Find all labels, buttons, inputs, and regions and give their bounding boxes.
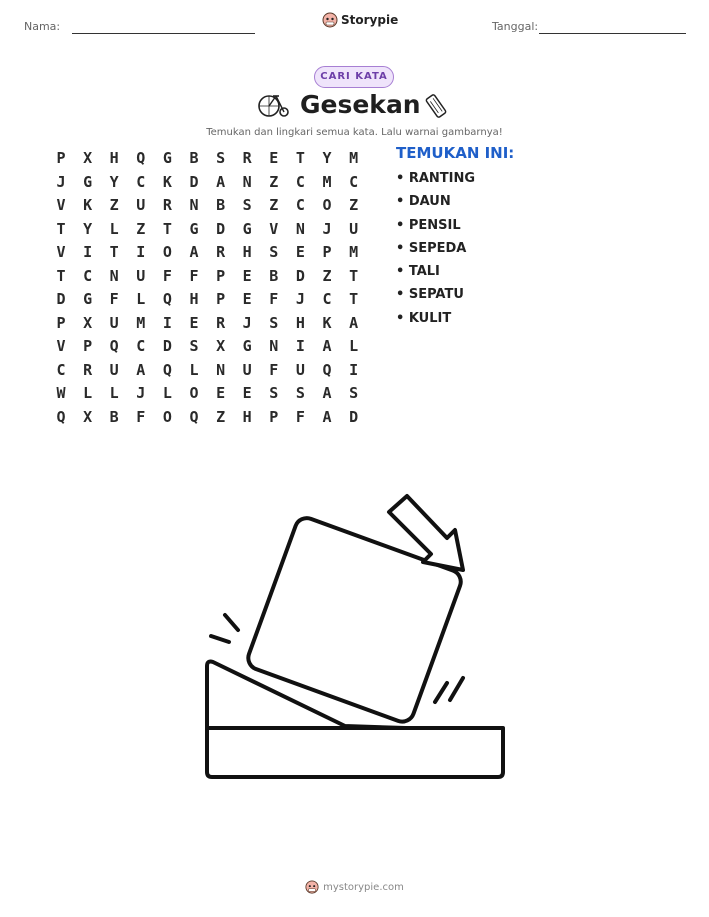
footer-site: mystorypie.com (323, 881, 404, 893)
grid-cell[interactable]: A (349, 313, 359, 332)
grid-cell[interactable]: J (295, 290, 305, 308)
grid-cell[interactable]: D (189, 172, 199, 191)
grid-cell[interactable]: Q (162, 360, 172, 379)
grid-cell[interactable]: E (295, 243, 305, 261)
grid-cell[interactable]: I (349, 360, 359, 379)
footer (0, 880, 709, 894)
grid-cell[interactable]: E (269, 149, 279, 167)
grid-cell[interactable]: L (136, 290, 146, 308)
grid-cell[interactable]: P (83, 337, 93, 355)
grid-cell[interactable]: B (216, 196, 226, 214)
grid-cell[interactable]: B (269, 266, 279, 285)
grid-cell[interactable]: Z (269, 196, 279, 214)
brand-name: Storypie (341, 13, 399, 27)
grid-cell[interactable]: S (189, 337, 199, 355)
grid-cell[interactable]: N (216, 360, 226, 379)
grid-cell[interactable]: P (216, 290, 226, 308)
grid-cell[interactable]: S (216, 149, 226, 167)
grid-cell[interactable]: M (349, 243, 359, 261)
grid-cell[interactable]: N (109, 266, 119, 285)
grid-cell[interactable]: T (56, 219, 66, 238)
grid-cell[interactable]: D (349, 407, 359, 426)
grid-cell[interactable]: C (295, 196, 305, 214)
grid-cell[interactable]: L (349, 337, 359, 355)
grid-cell[interactable]: G (242, 337, 252, 355)
grid-cell[interactable]: T (349, 266, 359, 285)
grid-cell[interactable]: M (136, 313, 146, 332)
grid-cell[interactable]: G (242, 219, 252, 238)
grid-cell[interactable]: F (269, 290, 279, 308)
grid-cell[interactable]: X (83, 407, 93, 426)
grid-cell[interactable]: A (189, 243, 199, 261)
grid-cell[interactable]: P (269, 407, 279, 426)
grid-cell[interactable]: B (189, 149, 199, 167)
grid-cell[interactable]: U (136, 266, 146, 285)
grid-cell[interactable]: S (295, 384, 305, 402)
grid-cell[interactable]: R (242, 149, 252, 167)
instruction-text: Temukan dan lingkari semua kata. Lalu warnai gambarnya! (206, 127, 503, 138)
list-item: • SEPATU (396, 287, 464, 303)
grid-cell[interactable]: F (295, 407, 305, 426)
grid-cell[interactable]: K (83, 196, 93, 214)
grid-cell[interactable]: F (269, 360, 279, 379)
grid-cell[interactable]: C (295, 172, 305, 191)
grid-cell[interactable]: Z (216, 407, 226, 426)
grid-cell[interactable]: O (162, 243, 172, 261)
date-line[interactable] (539, 33, 686, 34)
list-item: • SEPEDA (396, 240, 467, 256)
grid-cell[interactable]: R (216, 243, 226, 261)
grid-cell[interactable]: H (242, 243, 252, 261)
grid-cell[interactable]: Q (56, 407, 66, 426)
grid-cell[interactable]: Y (322, 149, 332, 167)
grid-cell[interactable]: L (109, 219, 119, 238)
grid-cell[interactable]: C (322, 290, 332, 308)
grid-cell[interactable]: Y (109, 172, 119, 191)
word-list-title: TEMUKAN INI: (396, 144, 515, 162)
grid-cell[interactable]: Z (269, 172, 279, 191)
brand-logo (322, 12, 398, 28)
name-label: Nama: (24, 20, 61, 33)
name-line[interactable] (72, 33, 255, 34)
grid-cell[interactable]: T (349, 290, 359, 308)
grid-cell[interactable]: A (322, 337, 332, 355)
grid-cell[interactable]: J (56, 172, 66, 191)
grid-cell[interactable]: U (349, 219, 359, 238)
grid-cell[interactable]: R (162, 196, 172, 214)
grid-cell[interactable]: R (83, 360, 93, 379)
storypie-logo-icon (322, 12, 338, 28)
grid-cell[interactable]: D (56, 290, 66, 308)
grid-cell[interactable]: F (136, 407, 146, 426)
wood-plank-icon (424, 94, 448, 118)
grid-cell[interactable]: V (56, 337, 66, 355)
grid-cell[interactable]: K (162, 172, 172, 191)
grid-cell[interactable]: O (322, 196, 332, 214)
grid-cell[interactable]: Z (109, 196, 119, 214)
grid-cell[interactable]: N (189, 196, 199, 214)
grid-cell[interactable]: Z (322, 266, 332, 285)
grid-cell[interactable]: J (136, 384, 146, 402)
penny-farthing-bicycle-icon (256, 92, 290, 118)
grid-cell[interactable]: E (242, 290, 252, 308)
grid-cell[interactable]: D (295, 266, 305, 285)
grid-cell[interactable]: U (242, 360, 252, 379)
grid-cell[interactable]: J (242, 313, 252, 332)
grid-cell[interactable]: K (322, 313, 332, 332)
grid-cell[interactable]: E (189, 313, 199, 332)
grid-cell[interactable]: Q (322, 360, 332, 379)
grid-cell[interactable]: F (162, 266, 172, 285)
grid-cell[interactable]: R (216, 313, 226, 332)
grid-cell[interactable]: L (162, 384, 172, 402)
grid-cell[interactable]: P (56, 313, 66, 332)
grid-cell[interactable]: T (162, 219, 172, 238)
grid-cell[interactable]: I (162, 313, 172, 332)
grid-cell[interactable]: U (109, 360, 119, 379)
grid-cell[interactable]: L (109, 384, 119, 402)
grid-cell[interactable]: X (83, 149, 93, 167)
grid-cell[interactable]: C (56, 360, 66, 379)
grid-cell[interactable]: C (83, 266, 93, 285)
grid-cell[interactable]: I (295, 337, 305, 355)
grid-cell[interactable]: D (162, 337, 172, 355)
grid-cell[interactable]: U (109, 313, 119, 332)
grid-cell[interactable]: D (216, 219, 226, 238)
grid-cell[interactable]: X (83, 313, 93, 332)
grid-cell[interactable]: V (56, 243, 66, 261)
grid-cell[interactable]: S (242, 196, 252, 214)
grid-cell[interactable]: I (83, 243, 93, 261)
grid-cell[interactable]: Q (109, 337, 119, 355)
grid-cell[interactable]: B (109, 407, 119, 426)
grid-cell[interactable]: M (349, 149, 359, 167)
grid-cell[interactable]: Y (83, 219, 93, 238)
list-item: • DAUN (396, 194, 451, 210)
grid-cell[interactable]: U (295, 360, 305, 379)
grid-cell[interactable]: H (189, 290, 199, 308)
grid-cell[interactable]: U (136, 196, 146, 214)
grid-cell[interactable]: F (109, 290, 119, 308)
grid-cell[interactable]: N (269, 337, 279, 355)
list-item: • PENSIL (396, 217, 461, 233)
grid-cell[interactable]: Z (349, 196, 359, 214)
grid-cell[interactable]: H (109, 149, 119, 167)
grid-cell[interactable]: G (189, 219, 199, 238)
grid-cell[interactable]: A (322, 384, 332, 402)
grid-cell[interactable]: E (216, 384, 226, 402)
grid-cell[interactable]: Q (162, 290, 172, 308)
grid-cell[interactable]: A (136, 360, 146, 379)
grid-cell[interactable]: G (162, 149, 172, 167)
grid-cell[interactable]: M (322, 172, 332, 191)
grid-cell[interactable]: S (269, 313, 279, 332)
grid-cell[interactable]: F (189, 266, 199, 285)
grid-cell[interactable]: A (322, 407, 332, 426)
grid-cell[interactable]: L (83, 384, 93, 402)
grid-cell[interactable]: N (295, 219, 305, 238)
book-sliding-down-ramp-illustration[interactable] (195, 490, 515, 785)
grid-cell[interactable]: C (349, 172, 359, 191)
grid-cell[interactable]: G (83, 290, 93, 308)
grid-cell[interactable]: Q (136, 149, 146, 167)
grid-cell[interactable]: P (322, 243, 332, 261)
grid-cell[interactable]: X (216, 337, 226, 355)
grid-cell[interactable]: C (136, 337, 146, 355)
page-title: Gesekan (300, 90, 421, 119)
grid-cell[interactable]: I (136, 243, 146, 261)
grid-cell[interactable]: Q (189, 407, 199, 426)
grid-cell[interactable]: N (242, 172, 252, 191)
list-item: • KULIT (396, 310, 452, 326)
grid-cell[interactable]: E (242, 266, 252, 285)
grid-cell[interactable]: E (242, 384, 252, 402)
grid-cell[interactable]: L (189, 360, 199, 379)
grid-cell[interactable]: T (109, 243, 119, 261)
storypie-logo-icon (305, 880, 319, 894)
grid-cell[interactable]: S (269, 384, 279, 402)
grid-cell[interactable]: G (83, 172, 93, 191)
category-badge: CARI KATA (314, 66, 394, 88)
grid-cell[interactable]: O (162, 407, 172, 426)
list-item: • TALI (396, 264, 440, 280)
grid-cell[interactable]: C (136, 172, 146, 191)
grid-cell[interactable]: P (56, 149, 66, 167)
grid-cell[interactable]: Z (136, 219, 146, 238)
grid-cell[interactable]: V (56, 196, 66, 214)
word-list (396, 171, 475, 334)
grid-cell[interactable]: H (295, 313, 305, 332)
grid-cell[interactable]: V (269, 219, 279, 238)
grid-cell[interactable]: T (56, 266, 66, 285)
grid-cell[interactable]: W (56, 384, 66, 402)
list-item: • RANTING (396, 171, 476, 186)
grid-cell[interactable]: J (322, 219, 332, 238)
grid-cell[interactable]: P (216, 266, 226, 285)
date-label: Tanggal: (492, 20, 539, 33)
grid-cell[interactable]: O (189, 384, 199, 402)
grid-cell[interactable]: S (269, 243, 279, 261)
grid-cell[interactable]: T (295, 149, 305, 167)
grid-cell[interactable]: A (216, 172, 226, 191)
grid-cell[interactable]: S (349, 384, 359, 402)
grid-cell[interactable]: H (242, 407, 252, 426)
